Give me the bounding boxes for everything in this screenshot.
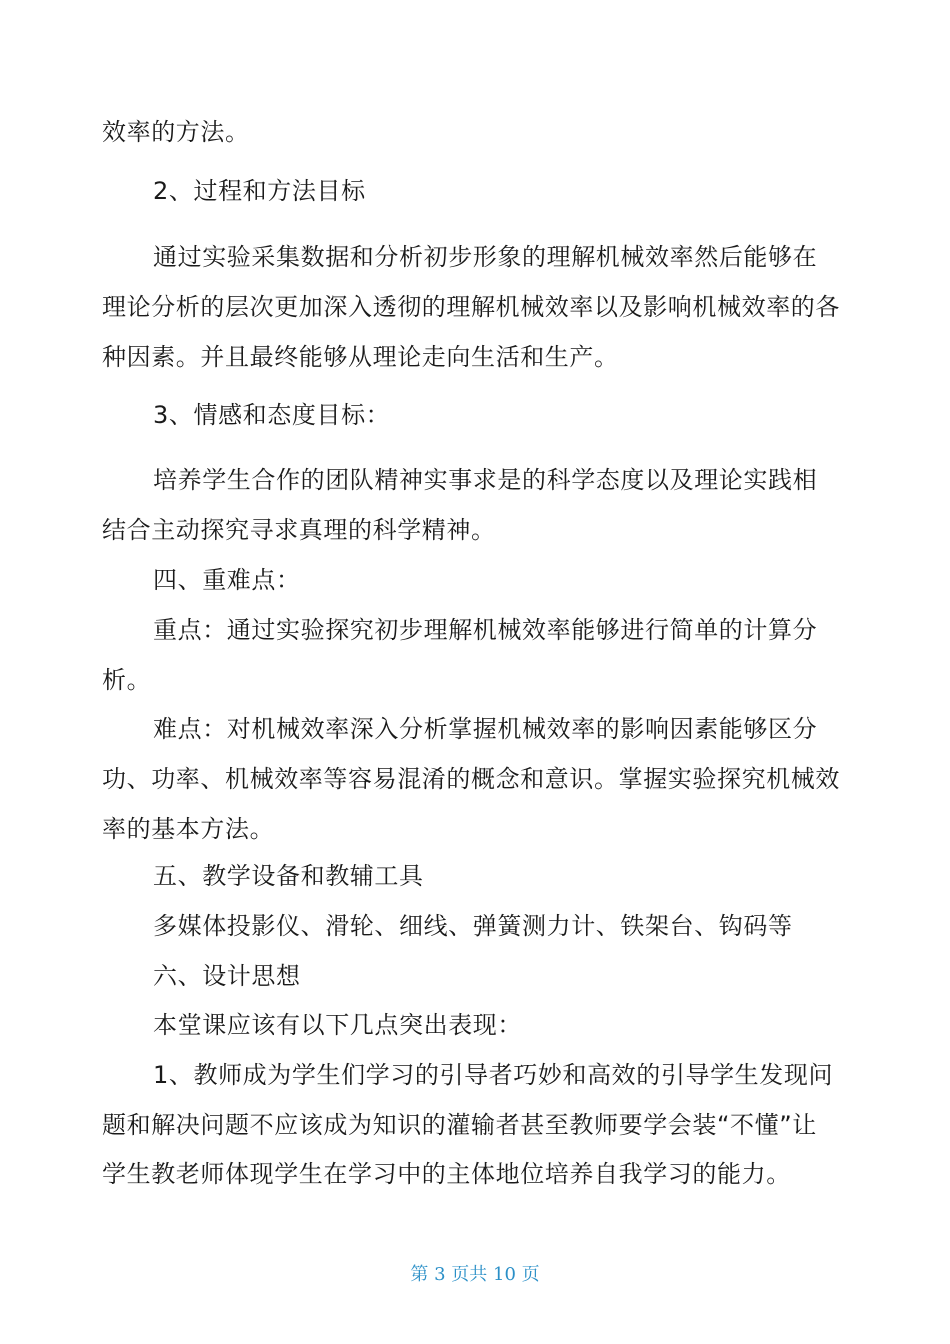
- text-line: 通过实验采集数据和分析初步形象的理解机械效率然后能够在: [153, 243, 818, 271]
- section-heading: 四、重难点：: [153, 566, 301, 594]
- text-line: 1、教师成为学生们学习的引导者巧妙和高效的引导学生发现问: [153, 1061, 834, 1089]
- section-heading: 五、教学设备和教辅工具: [153, 862, 424, 890]
- text-line: 结合主动探究寻求真理的科学精神。: [102, 516, 496, 544]
- text-line: 难点：对机械效率深入分析掌握机械效率的影响因素能够区分: [153, 715, 818, 743]
- section-heading: 六、设计思想: [153, 962, 301, 990]
- text-line: 学生教老师体现学生在学习中的主体地位培养自我学习的能力。: [102, 1160, 791, 1188]
- text-line: 本堂课应该有以下几点突出表现：: [153, 1011, 522, 1039]
- text-line: 析。: [102, 666, 152, 694]
- text-line: 率的基本方法。: [102, 815, 275, 843]
- text-line: 功、功率、机械效率等容易混淆的概念和意识。掌握实验探究机械效: [102, 765, 840, 793]
- text-line: 效率的方法。: [102, 118, 250, 146]
- text-line: 多媒体投影仪、滑轮、细线、弹簧测力计、铁架台、钩码等: [153, 912, 793, 940]
- text-line: 种因素。并且最终能够从理论走向生活和生产。: [102, 343, 619, 371]
- text-line: 理论分析的层次更加深入透彻的理解机械效率以及影响机械效率的各: [102, 293, 840, 321]
- section-heading: 3、情感和态度目标：: [153, 401, 391, 429]
- text-line: 重点：通过实验探究初步理解机械效率能够进行简单的计算分: [153, 616, 818, 644]
- section-heading: 2、过程和方法目标: [153, 177, 366, 205]
- text-line: 题和解决问题不应该成为知识的灌输者甚至教师要学会装“不懂”让: [102, 1111, 817, 1139]
- text-line: 培养学生合作的团队精神实事求是的科学态度以及理论实践相: [153, 466, 818, 494]
- page-number: 第 3 页共 10 页: [410, 1264, 540, 1285]
